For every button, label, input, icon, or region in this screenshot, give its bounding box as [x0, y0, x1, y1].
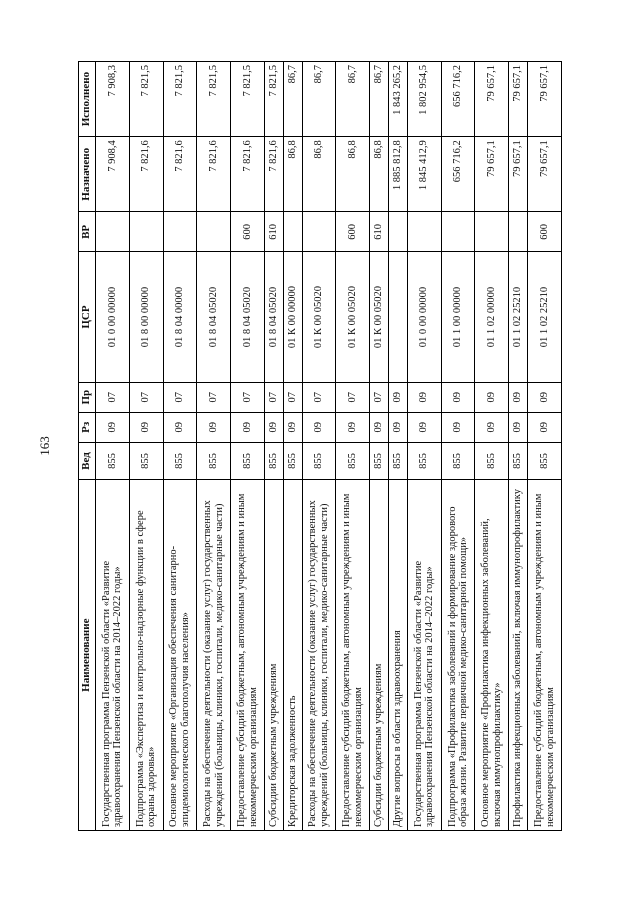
table-row	[231, 62, 265, 831]
cell-csr: 01 К 00 05020	[370, 252, 389, 382]
cell-rz: 09	[197, 412, 231, 442]
cell-name: Основное мероприятие «Профилактика инфекционных заболеваний, включая иммунопрофилактику»	[475, 480, 509, 831]
cell-csr: 01 8 04 05020	[231, 252, 265, 382]
cell-rz: 09	[389, 412, 408, 442]
table-row	[197, 62, 231, 831]
budget-table-container	[78, 61, 562, 831]
table-row	[264, 62, 283, 831]
cell-pr: 09	[528, 382, 562, 412]
cell-pr: 07	[163, 382, 197, 412]
cell-csr: 01 1 02 25210	[509, 252, 528, 382]
cell-pr: 07	[302, 382, 336, 412]
cell-assigned: 86,8	[370, 137, 389, 212]
cell-pr: 07	[264, 382, 283, 412]
page-number: 163	[37, 436, 52, 456]
cell-ved: 855	[163, 442, 197, 480]
cell-name: Субсидии бюджетным учреждениям	[264, 480, 283, 831]
cell-ved: 855	[231, 442, 265, 480]
cell-rz: 09	[370, 412, 389, 442]
cell-vr: 610	[264, 212, 283, 252]
cell-vr: 600	[231, 212, 265, 252]
table-row	[129, 62, 163, 831]
cell-csr: 01 8 04 05020	[197, 252, 231, 382]
cell-pr: 09	[389, 382, 408, 412]
cell-name: Другие вопросы в области здравоохранения	[389, 480, 408, 831]
cell-csr: 01 К 00 00000	[283, 252, 302, 382]
cell-assigned: 7 821,6	[231, 137, 265, 212]
cell-rz: 09	[528, 412, 562, 442]
cell-rz: 09	[441, 412, 475, 442]
cell-pr: 07	[336, 382, 370, 412]
cell-csr: 01 0 00 00000	[96, 252, 130, 382]
cell-name: Расходы на обеспечение деятельности (оказание услуг) государственных учреждений (больницы, клиники, госпитали, медико-санитарные части)	[302, 480, 336, 831]
cell-vr	[509, 212, 528, 252]
cell-executed: 7 821,5	[231, 62, 265, 137]
cell-pr: 07	[231, 382, 265, 412]
cell-rz: 09	[407, 412, 441, 442]
cell-name: Подпрограмма «Профилактика заболеваний и формирование здорового образа жизни. Развитие первичной медико-санитарной помощи»	[441, 480, 475, 831]
cell-ved: 855	[528, 442, 562, 480]
cell-ved: 855	[475, 442, 509, 480]
table-row	[509, 62, 528, 831]
cell-assigned: 7 821,6	[129, 137, 163, 212]
header-pr: Пр	[79, 382, 96, 412]
cell-assigned: 86,8	[302, 137, 336, 212]
cell-pr: 07	[283, 382, 302, 412]
cell-csr: 01 8 04 05020	[264, 252, 283, 382]
header-csr: ЦСР	[79, 252, 96, 382]
cell-vr	[129, 212, 163, 252]
table-row	[283, 62, 302, 831]
cell-vr	[283, 212, 302, 252]
table-row	[370, 62, 389, 831]
cell-name: Предоставление субсидий бюджетным, автономным учреждениям и иным некоммерческим организациям	[336, 480, 370, 831]
cell-name: Государственная программа Пензенской области «Развитие здравоохранения Пензенской области на 2014–2022 годы»	[407, 480, 441, 831]
cell-rz: 09	[336, 412, 370, 442]
cell-assigned: 7 821,6	[163, 137, 197, 212]
header-ved: Вед	[79, 442, 96, 480]
cell-vr	[163, 212, 197, 252]
cell-rz: 09	[302, 412, 336, 442]
cell-rz: 09	[96, 412, 130, 442]
cell-pr: 09	[441, 382, 475, 412]
cell-ved: 855	[389, 442, 408, 480]
table-row	[163, 62, 197, 831]
table-row	[389, 62, 408, 831]
cell-pr: 09	[407, 382, 441, 412]
cell-name: Основное мероприятие «Организация обеспечения санитарно-эпидемиологического благополучия населения»	[163, 480, 197, 831]
cell-pr: 07	[96, 382, 130, 412]
cell-name: Предоставление субсидий бюджетным, автономным учреждениям и иным некоммерческим организациям	[231, 480, 265, 831]
cell-executed: 86,7	[302, 62, 336, 137]
cell-name: Профилактика инфекционных заболеваний, включая иммунопрофилактику	[509, 480, 528, 831]
cell-csr: 01 1 02 00000	[475, 252, 509, 382]
cell-name: Предоставление субсидий бюджетным, автономным учреждениям и иным некоммерческим организациям	[528, 480, 562, 831]
cell-assigned: 7 821,6	[264, 137, 283, 212]
cell-executed: 79 657,1	[509, 62, 528, 137]
table-row	[475, 62, 509, 831]
cell-assigned: 86,8	[283, 137, 302, 212]
cell-rz: 09	[475, 412, 509, 442]
cell-rz: 09	[231, 412, 265, 442]
cell-csr: 01 8 04 00000	[163, 252, 197, 382]
cell-assigned: 656 716,2	[441, 137, 475, 212]
cell-name: Подпрограмма «Экспертиза и контрольно-надзорные функции в сфере охраны здоровья»	[129, 480, 163, 831]
cell-ved: 855	[302, 442, 336, 480]
table-row	[441, 62, 475, 831]
cell-pr: 07	[197, 382, 231, 412]
cell-assigned: 7 908,4	[96, 137, 130, 212]
cell-executed: 86,7	[336, 62, 370, 137]
cell-ved: 855	[129, 442, 163, 480]
cell-csr: 01 К 00 05020	[302, 252, 336, 382]
cell-vr	[407, 212, 441, 252]
cell-assigned: 79 657,1	[528, 137, 562, 212]
cell-executed: 7 821,5	[264, 62, 283, 137]
cell-executed: 7 821,5	[163, 62, 197, 137]
cell-ved: 855	[283, 442, 302, 480]
cell-vr: 600	[336, 212, 370, 252]
table-header-row	[79, 62, 96, 831]
cell-ved: 855	[370, 442, 389, 480]
cell-vr	[302, 212, 336, 252]
cell-vr	[475, 212, 509, 252]
cell-name: Государственная программа Пензенской области «Развитие здравоохранения Пензенской области на 2014–2022 годы»	[96, 480, 130, 831]
cell-ved: 855	[509, 442, 528, 480]
cell-csr: 01 0 00 00000	[407, 252, 441, 382]
header-assigned: Назначено	[79, 137, 96, 212]
cell-name: Расходы на обеспечение деятельности (оказание услуг) государственных учреждений (больницы, клиники, госпитали, медико-санитарные части)	[197, 480, 231, 831]
cell-assigned: 79 657,1	[509, 137, 528, 212]
cell-ved: 855	[407, 442, 441, 480]
cell-pr: 09	[509, 382, 528, 412]
cell-rz: 09	[509, 412, 528, 442]
cell-pr: 09	[475, 382, 509, 412]
cell-executed: 86,7	[370, 62, 389, 137]
cell-name: Субсидии бюджетным учреждениям	[370, 480, 389, 831]
header-vr: ВР	[79, 212, 96, 252]
cell-ved: 855	[96, 442, 130, 480]
cell-rz: 09	[264, 412, 283, 442]
cell-assigned: 7 821,6	[197, 137, 231, 212]
table-row	[528, 62, 562, 831]
cell-vr	[441, 212, 475, 252]
cell-executed: 7 821,5	[129, 62, 163, 137]
table-body	[96, 62, 562, 831]
cell-csr: 01 8 00 00000	[129, 252, 163, 382]
cell-assigned: 1 845 412,9	[407, 137, 441, 212]
cell-ved: 855	[264, 442, 283, 480]
cell-ved: 855	[336, 442, 370, 480]
header-name: Наименование	[79, 480, 96, 831]
header-rz: Рз	[79, 412, 96, 442]
cell-pr: 07	[129, 382, 163, 412]
cell-ved: 855	[197, 442, 231, 480]
cell-csr: 01 К 00 05020	[336, 252, 370, 382]
cell-ved: 855	[441, 442, 475, 480]
cell-pr: 07	[370, 382, 389, 412]
cell-rz: 09	[163, 412, 197, 442]
budget-table	[78, 61, 562, 831]
table-row	[336, 62, 370, 831]
cell-vr	[96, 212, 130, 252]
header-executed: Исполнено	[79, 62, 96, 137]
cell-executed: 79 657,1	[475, 62, 509, 137]
table-row	[407, 62, 441, 831]
cell-vr	[389, 212, 408, 252]
cell-executed: 79 657,1	[528, 62, 562, 137]
cell-rz: 09	[129, 412, 163, 442]
cell-executed: 7 821,5	[197, 62, 231, 137]
cell-vr	[197, 212, 231, 252]
cell-vr: 610	[370, 212, 389, 252]
cell-executed: 1 843 265,2	[389, 62, 408, 137]
cell-assigned: 79 657,1	[475, 137, 509, 212]
cell-executed: 7 908,3	[96, 62, 130, 137]
cell-name: Кредиторская задолженность	[283, 480, 302, 831]
cell-csr	[389, 252, 408, 382]
cell-executed: 1 802 954,5	[407, 62, 441, 137]
cell-executed: 656 716,2	[441, 62, 475, 137]
cell-assigned: 86,8	[336, 137, 370, 212]
cell-csr: 01 1 02 25210	[528, 252, 562, 382]
cell-executed: 86,7	[283, 62, 302, 137]
table-row	[96, 62, 130, 831]
cell-assigned: 1 885 812,8	[389, 137, 408, 212]
cell-rz: 09	[283, 412, 302, 442]
cell-csr: 01 1 00 00000	[441, 252, 475, 382]
cell-vr: 600	[528, 212, 562, 252]
table-row	[302, 62, 336, 831]
